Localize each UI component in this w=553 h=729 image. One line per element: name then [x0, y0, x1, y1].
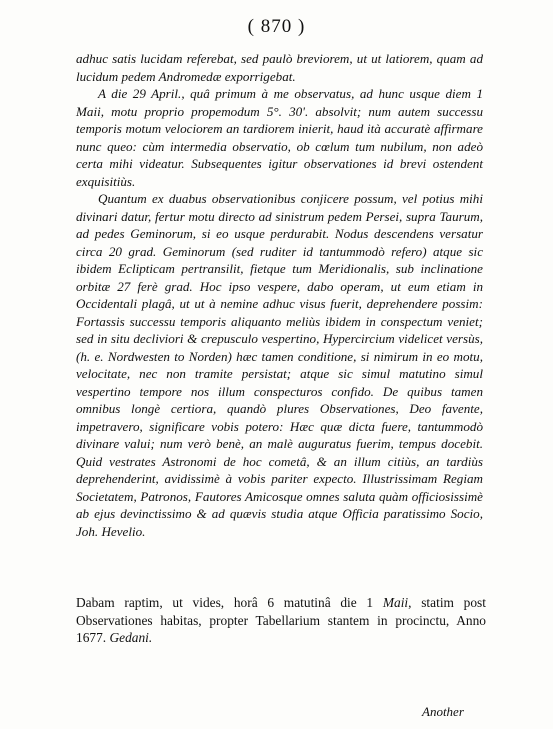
dating-before: Dabam raptim, ut vides, horâ 6 matutinâ die 1 — [76, 595, 383, 610]
paragraph-1: adhuc satis lucidam referebat, sed paulò breviorem, ut ut latiorem, quam ad lucidum pedem Andromedæ exporrigebat. — [76, 51, 483, 84]
letter-body — [76, 50, 483, 540]
dating-month: Maii — [382, 595, 409, 610]
page-number: ( 870 ) — [247, 16, 306, 37]
paragraph-3: Quantum ex duabus observationibus conjicere possum, vel potius mihi divinari datur, fertur motu directo ad sinistrum pedem Persei, supra Taurum, ad pedes Geminorum, si eo usque perdurabit. Nodus descendens versatur circa 20 grad. Geminorum (sed ruditer id tantummodò refero) atque sic ibidem Eclipticam pertransilit, fietque tum Meridionalis, sub inclinatione orbitæ 27 ferè grad. Hoc ipso vespere, dabo operam, ut eum etiam in Occidentali plagâ, ut ut à nemine adhuc visus fuerit, deprehendere possim: Fortassis successu temporis aliquanto meliùs ibidem in conspectum veniet; sed in situ decliviori & crepusculo vespertino, Hypercircium videlicet versùs, (h. e. Nordwesten to Norden) hæc tamen conditione, si nimirum in eo motu, velocitate, nec non tramite persistat; atque sic simul matutino simul vespertino tempore nos illum conspecturos confido. De quibus tamen omnibus longè certiora, quandò plures Observationes, Deo favente, impetravero, significare vobis potero: Hæc quæ dicta fuere, tantummodò divinare valui; num verò benè, an malè auguratus fuerim, tempus docebit. Quid vestrates Astronomi de hoc cometâ, & an illum citiùs, an tardiùs deprehenderint, avidissimè à vobis pariter expecto. Illustrissimam Regiam Societatem, Patronos, Fautores Amicosque omnes saluta quàm officiosissimè ab ejus devinctissimo & ad quævis studia atque Officia paratissimo Socio, Joh. Hevelio. — [76, 191, 483, 539]
dating-line — [76, 594, 486, 647]
paragraph-2: A die 29 April., quâ primum à me observatus, ad hunc usque diem 1 Maii, motu proprio propemodum 5°. 30'. absolvit; num autem successu temporis motum velociorem an tardiorem inierit, haud ità accuratè affirmare nunc queo: cùm intermedia observatio, ob cœlum tum nubilum, non adeò certa mihi videatur. Subsequentes igitur observationes id brevi ostendent exquisitiùs. — [76, 86, 483, 189]
catchword: Another — [422, 704, 464, 719]
dating-place: Gedani. — [109, 630, 153, 645]
dating-after: , statim post Observationes habitas, propter Tabellarium stantem in procinctu, Anno 1677. — [76, 595, 486, 645]
